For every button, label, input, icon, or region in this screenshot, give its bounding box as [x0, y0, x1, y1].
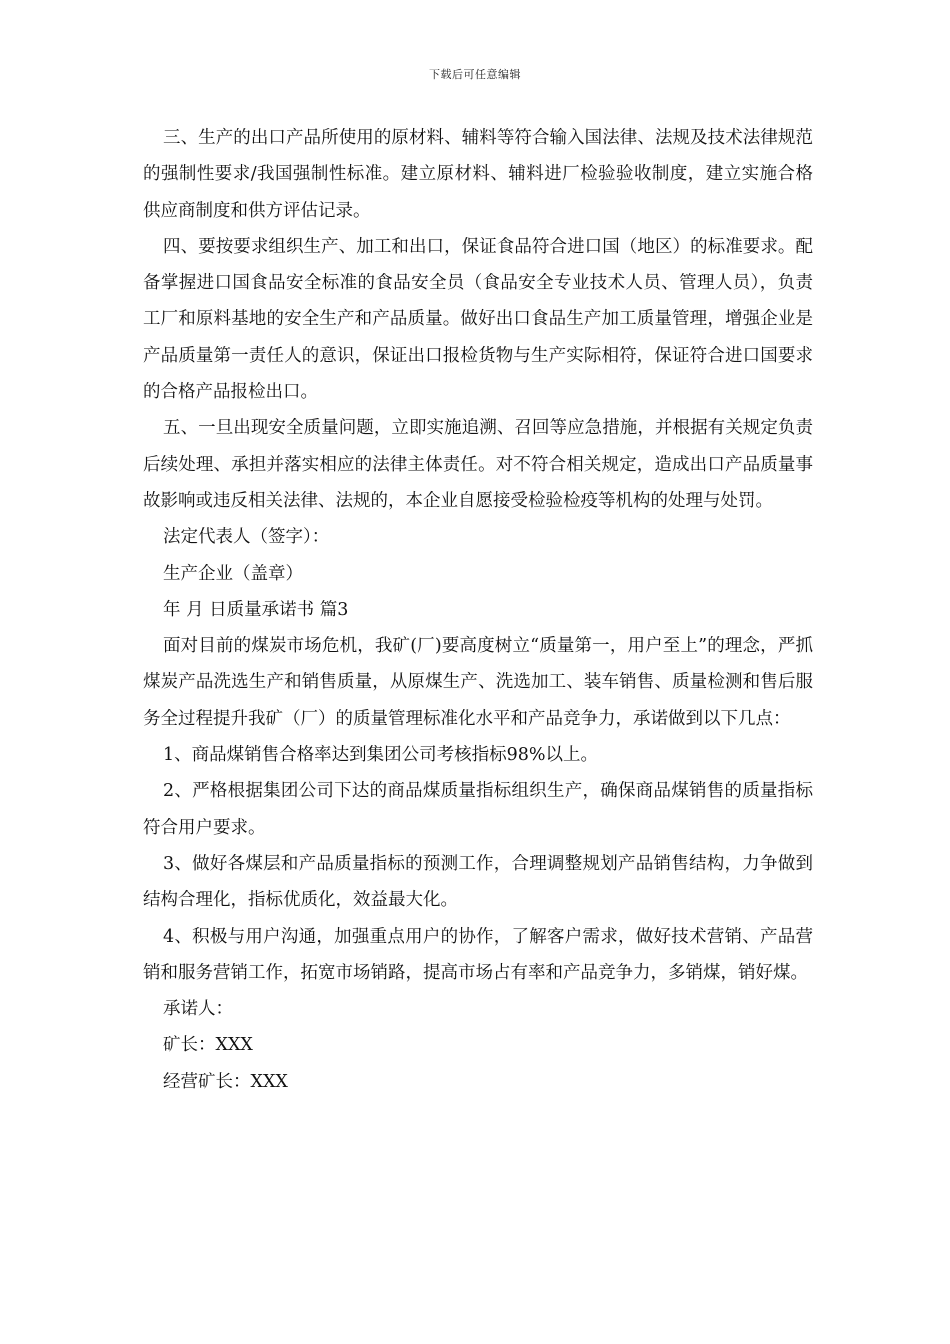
promisor-label: 承诺人： — [163, 999, 233, 1020]
date-and-section-title: 年 月 日质量承诺书 篇3 — [163, 599, 349, 620]
paragraph-item-4-production: 四、要按要求组织生产、加工和出口，保证食品符合进口国（地区）的标准要求。配备掌握进口国食品安全标准的食品安全员（食品安全专业技术人员、管理人员），负责工厂和原料基地的安全生产和产品质量。做好出口食品生产加工质量管理，增强企业是产品质量第一责任人的意识，保证出口报检货物与生产实际相符，保证符合进口国要求的合格产品报检出口。 — [143, 236, 813, 403]
paragraph-item-5-safety-issues: 五、一旦出现安全质量问题，立即实施追溯、召回等应急措施，并根据有关规定负责后续处理、承担并落实相应的法律主体责任。对不符合相关规定，造成出口产品质量事故影响或违反相关法律、法规的，本企业自愿接受检验检疫等机构的处理与处罚。 — [143, 418, 813, 511]
operations-director: 经营矿长：XXX — [163, 1071, 288, 1092]
mine-director: 矿长：XXX — [163, 1035, 253, 1056]
legal-representative-signature: 法定代表人（签字）： — [163, 527, 330, 548]
commitment-item-2: 2、严格根据集团公司下达的商品煤质量指标组织生产，确保商品煤销售的质量指标符合用户要求。 — [143, 781, 813, 838]
document-body — [143, 120, 813, 1100]
commitment-item-3: 3、做好各煤层和产品质量指标的预测工作，合理调整规划产品销售结构，力争做到结构合理化，指标优质化，效益最大化。 — [143, 853, 813, 911]
commitment-item-1: 1、商品煤销售合格率达到集团公司考核指标98%以上。 — [163, 745, 599, 766]
commitment-item-4: 4、积极与用户沟通，加强重点用户的协作，了解客户需求，做好技术营销、产品营销和服务营销工作，拓宽市场销路，提高市场占有率和产品竞争力，多销煤，销好煤。 — [143, 926, 813, 983]
page-header-note: 下载后可任意编辑 — [429, 68, 521, 81]
paragraph-coal-intro: 面对目前的煤炭市场危机，我矿(厂)要高度树立“质量第一，用户至上”的理念，严抓煤炭产品洗选生产和销售质量，从原煤生产、洗选加工、装车销售、质量检测和售后服务全过程提升我矿（厂）的质量管理标准化水平和产品竞争力，承诺做到以下几点： — [143, 636, 813, 729]
paragraph-item-3-raw-materials: 三、生产的出口产品所使用的原材料、辅料等符合输入国法律、法规及技术法律规范的强制性要求/我国强制性标准。建立原材料、辅料进厂检验验收制度，建立实施合格供应商制度和供方评估记录。 — [143, 128, 813, 221]
company-seal: 生产企业（盖章） — [163, 563, 303, 584]
